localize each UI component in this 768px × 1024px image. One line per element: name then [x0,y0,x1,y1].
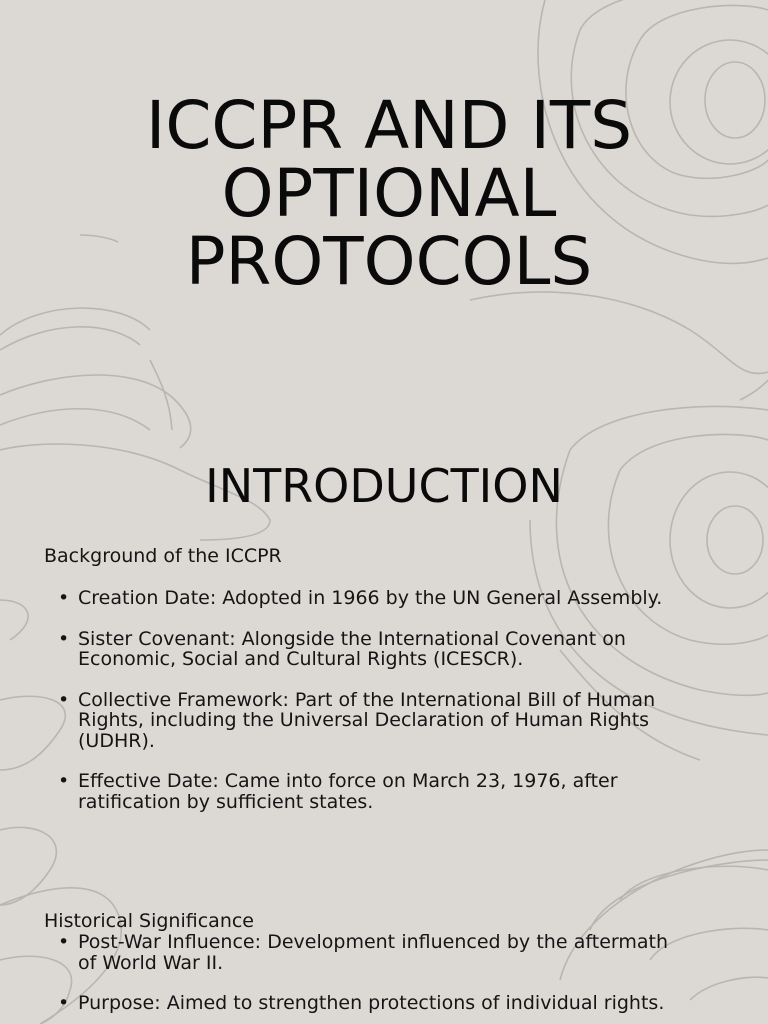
slide-title-line-1: ICCPR AND ITS [145,87,633,164]
list-item: • Collective Framework: Part of the International Bill of Human Rights, including the Universal Declaration of Human Rights (UDHR). [58,690,668,752]
list-item: • Purpose: Aimed to strengthen protections of individual rights. [58,993,668,1014]
slide-title-line-3: PROTOCOLS [185,223,593,300]
background-heading: Background of the ICCPR [44,545,282,567]
list-item: • Effective Date: Came into force on March 23, 1976, after ratification by sufficient states. [58,771,668,812]
list-item: • Creation Date: Adopted in 1966 by the UN General Assembly. [58,588,668,609]
list-item: • Post-War Influence: Development influenced by the aftermath of World War II. [58,932,668,973]
historical-bullet-list [58,932,668,1024]
list-item: • Sister Covenant: Alongside the International Covenant on Economic, Social and Cultural Rights (ICESCR). [58,629,668,670]
section-title: INTRODUCTION [205,459,563,513]
slide-title [0,87,768,300]
background-bullet-list [58,588,668,832]
slide-title-line-2: OPTIONAL [221,155,557,232]
historical-heading: Historical Significance [44,910,254,932]
